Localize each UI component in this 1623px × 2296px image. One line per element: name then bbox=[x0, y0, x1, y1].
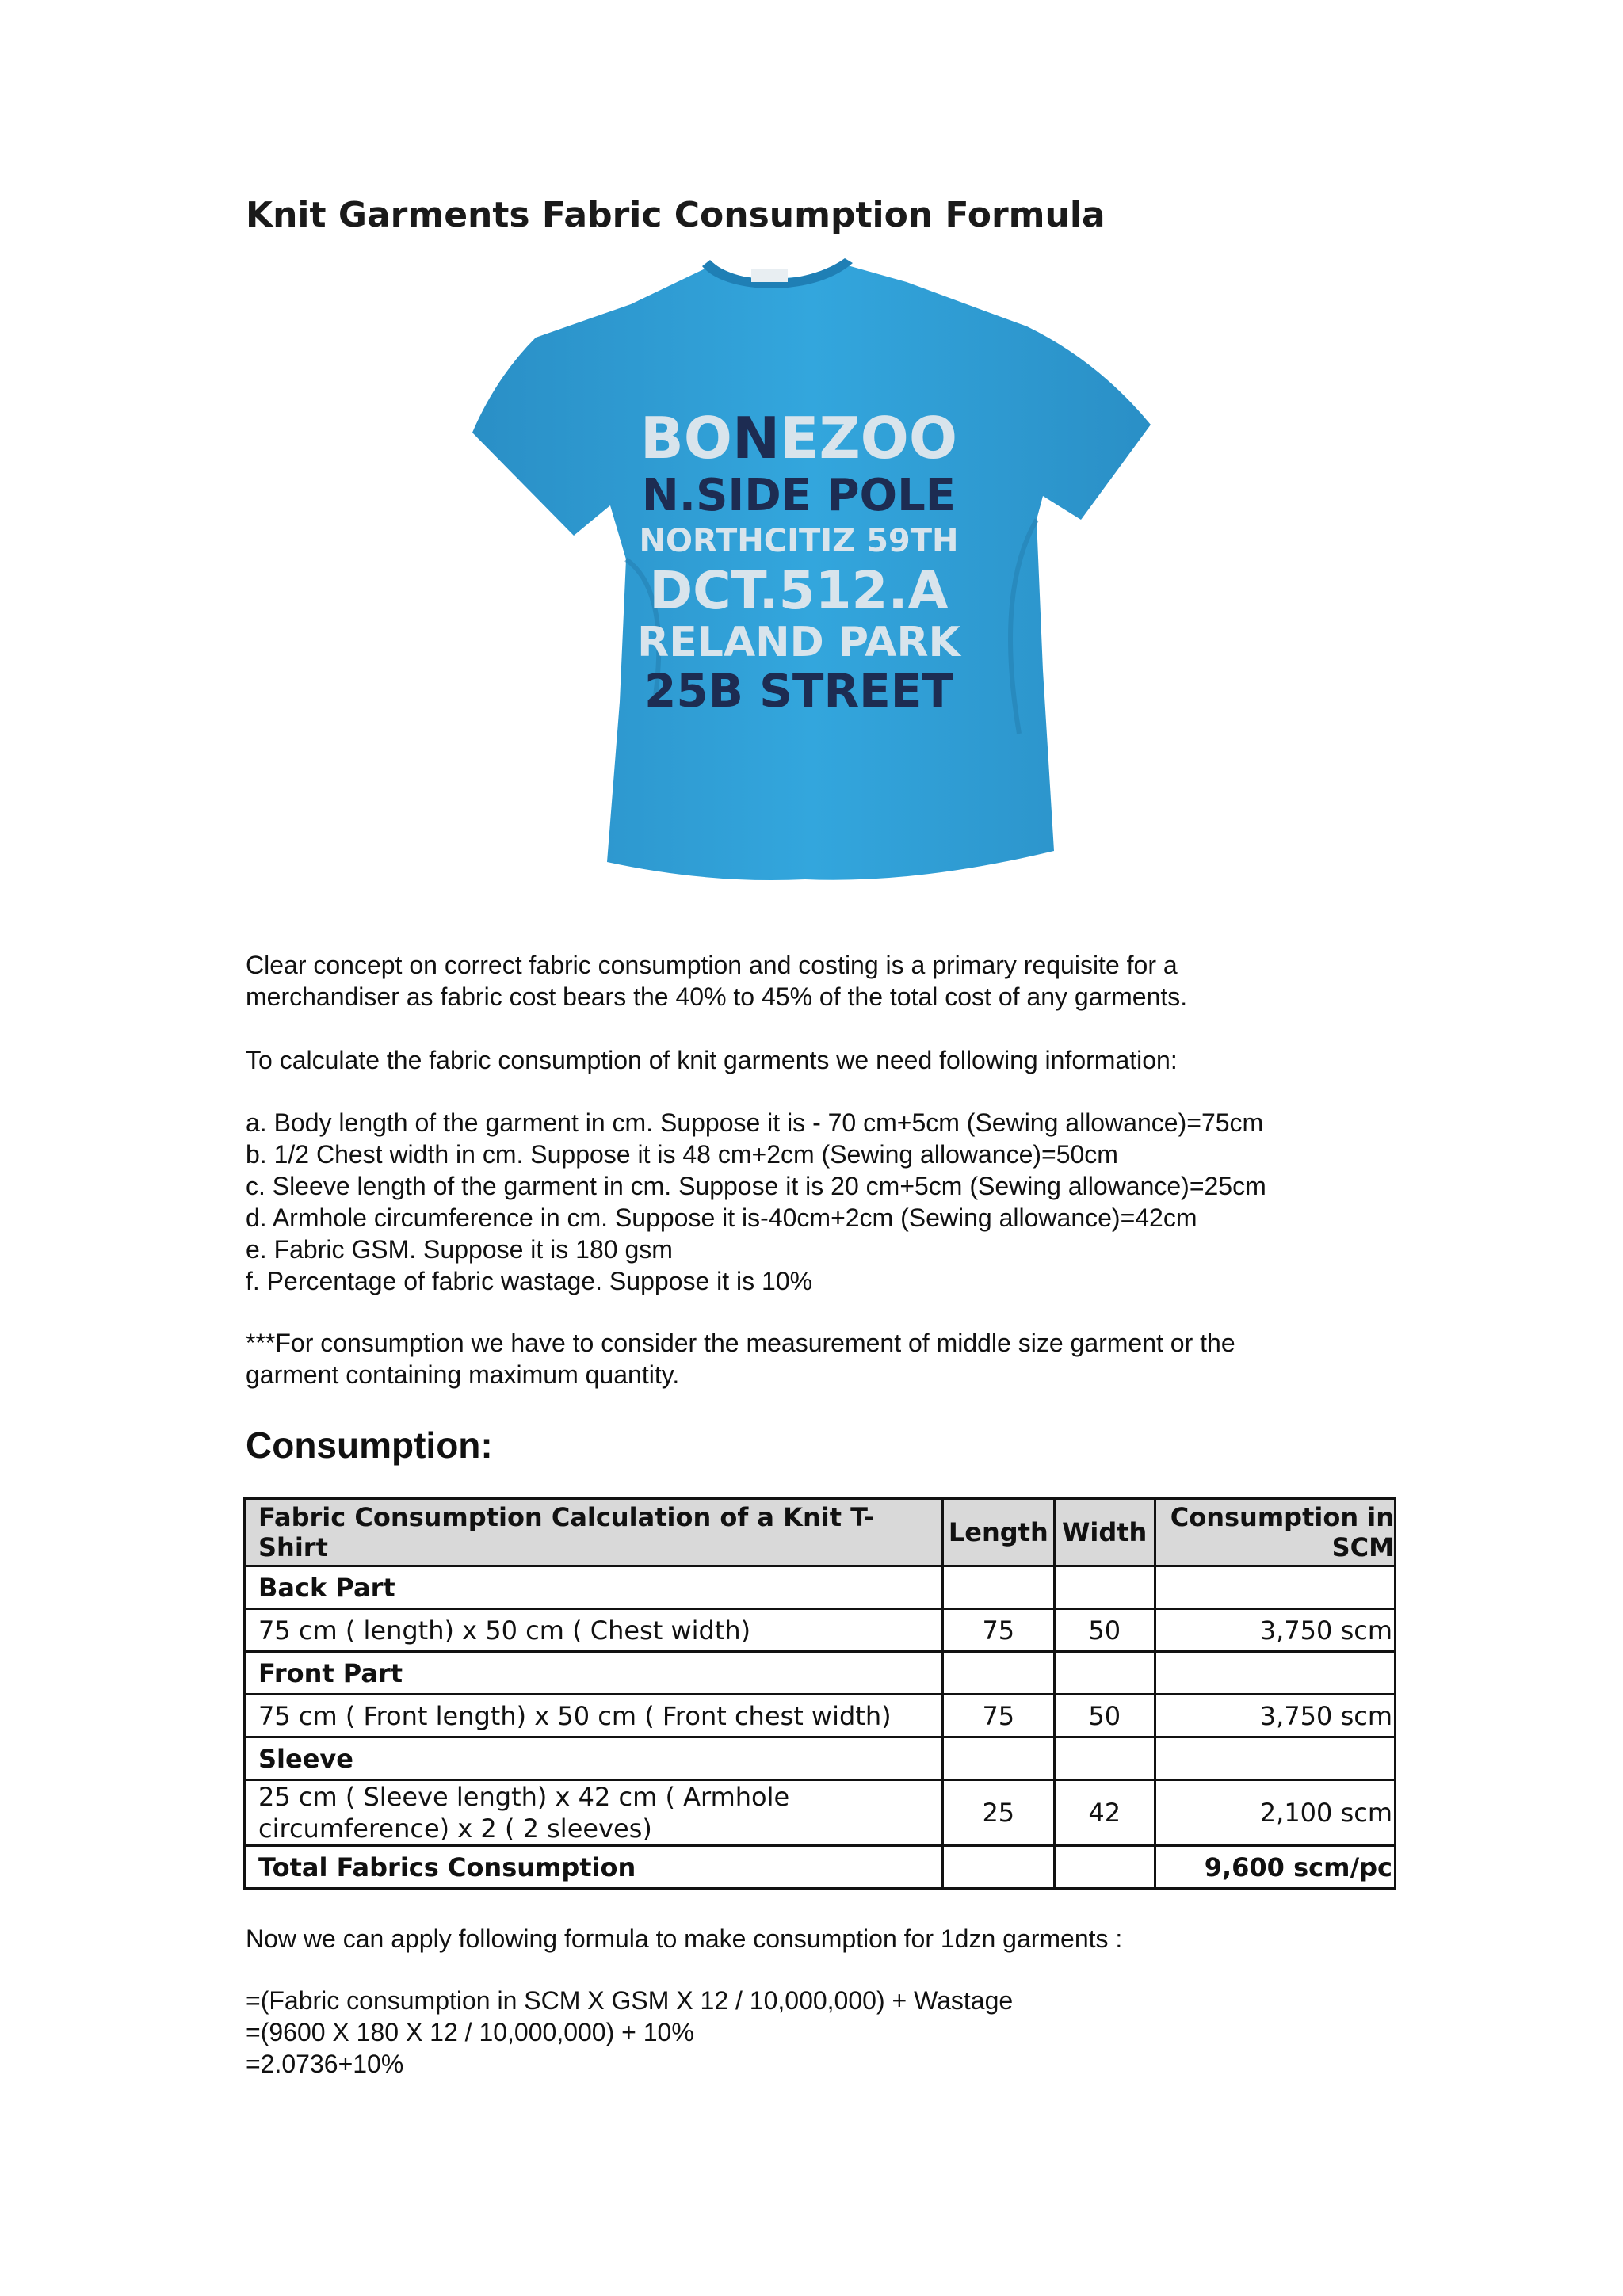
row-description bbox=[245, 1780, 943, 1846]
print-line-3: NORTHCITIZ 59TH bbox=[639, 523, 959, 559]
intro-line: merchandiser as fabric cost bears the 40% to 45% of the total cost of any garments. bbox=[246, 982, 1188, 1011]
intro-line: Clear concept on correct fabric consumption and costing is a primary requisite for a bbox=[246, 951, 1178, 979]
header-consumption-line1: Consumption in bbox=[1170, 1502, 1394, 1532]
table-row bbox=[245, 1737, 1396, 1780]
print-line-2: N.SIDE POLE bbox=[641, 470, 957, 521]
formula-block bbox=[246, 1985, 1013, 2080]
info-item: c. Sleeve length of the garment in cm. Suppose it is 20 cm+5cm (Sewing allowance)=25cm bbox=[246, 1172, 1266, 1200]
section-label-sleeve: Sleeve bbox=[245, 1737, 943, 1780]
header-consumption-line2: SCM bbox=[1331, 1532, 1394, 1562]
formula-line: =(9600 X 180 X 12 / 10,000,000) + 10% bbox=[246, 2018, 694, 2046]
section-label-front: Front Part bbox=[245, 1652, 943, 1695]
table-row bbox=[245, 1609, 1396, 1652]
info-item: b. 1/2 Chest width in cm. Suppose it is 48 cm+2cm (Sewing allowance)=50cm bbox=[246, 1140, 1118, 1169]
table-row bbox=[245, 1780, 1396, 1846]
print-line-4: DCT.512.A bbox=[649, 560, 949, 621]
table-row bbox=[245, 1566, 1396, 1609]
header-length: Length bbox=[942, 1499, 1054, 1566]
note-line: garment containing maximum quantity. bbox=[246, 1360, 680, 1389]
note-paragraph bbox=[246, 1327, 1235, 1390]
row-consumption: 3,750 scm bbox=[1155, 1609, 1395, 1652]
row-description-line2: circumference) x 2 ( 2 sleeves) bbox=[258, 1814, 652, 1844]
info-item: d. Armhole circumference in cm. Suppose it is-40cm+2cm (Sewing allowance)=42cm bbox=[246, 1203, 1197, 1232]
formula-intro: Now we can apply following formula to make consumption for 1dzn garments : bbox=[246, 1924, 1123, 1953]
print-line-5: RELAND PARK bbox=[637, 619, 960, 666]
info-heading: To calculate the fabric consumption of knit garments we need following information: bbox=[246, 1046, 1178, 1074]
intro-paragraph bbox=[246, 949, 1187, 1013]
row-description: 75 cm ( length) x 50 cm ( Chest width) bbox=[245, 1609, 943, 1652]
row-length: 25 bbox=[942, 1780, 1054, 1846]
tshirt-neck-label bbox=[751, 269, 788, 282]
row-width: 50 bbox=[1054, 1695, 1155, 1737]
row-width: 42 bbox=[1054, 1780, 1155, 1846]
total-label: Total Fabrics Consumption bbox=[245, 1846, 943, 1889]
print-line-1: BONEZOO bbox=[640, 405, 958, 471]
row-description: 75 cm ( Front length) x 50 cm ( Front chest width) bbox=[245, 1695, 943, 1737]
header-width: Width bbox=[1054, 1499, 1155, 1566]
page-title: Knit Garments Fabric Consumption Formula bbox=[246, 195, 1106, 235]
row-length: 75 bbox=[942, 1609, 1054, 1652]
tshirt-image bbox=[472, 258, 1151, 895]
print-line-6: 25B STREET bbox=[644, 664, 953, 718]
header-description: Fabric Consumption Calculation of a Knit T-Shirt bbox=[245, 1499, 943, 1566]
row-description-line1: 25 cm ( Sleeve length) x 42 cm ( Armhole bbox=[258, 1782, 790, 1812]
table-header-row bbox=[245, 1499, 1396, 1566]
row-length: 75 bbox=[942, 1695, 1054, 1737]
info-list bbox=[246, 1107, 1266, 1297]
table-row bbox=[245, 1652, 1396, 1695]
info-item: a. Body length of the garment in cm. Suppose it is - 70 cm+5cm (Sewing allowance)=75cm bbox=[246, 1108, 1264, 1137]
row-width: 50 bbox=[1054, 1609, 1155, 1652]
row-consumption: 3,750 scm bbox=[1155, 1695, 1395, 1737]
formula-line: =(Fabric consumption in SCM X GSM X 12 / 10,000,000) + Wastage bbox=[246, 1986, 1014, 2015]
note-line: ***For consumption we have to consider the measurement of middle size garment or the bbox=[246, 1329, 1235, 1357]
fabric-consumption-table bbox=[243, 1497, 1396, 1890]
total-consumption: 9,600 scm/pc bbox=[1155, 1846, 1395, 1889]
info-item: e. Fabric GSM. Suppose it is 180 gsm bbox=[246, 1235, 673, 1264]
info-item: f. Percentage of fabric wastage. Suppose it is 10% bbox=[246, 1267, 813, 1295]
consumption-heading: Consumption: bbox=[246, 1425, 493, 1466]
header-consumption bbox=[1155, 1499, 1395, 1566]
section-label-back: Back Part bbox=[245, 1566, 943, 1609]
table-total-row bbox=[245, 1846, 1396, 1889]
formula-line: =2.0736+10% bbox=[246, 2050, 404, 2078]
table-row bbox=[245, 1695, 1396, 1737]
row-consumption: 2,100 scm bbox=[1155, 1780, 1395, 1846]
